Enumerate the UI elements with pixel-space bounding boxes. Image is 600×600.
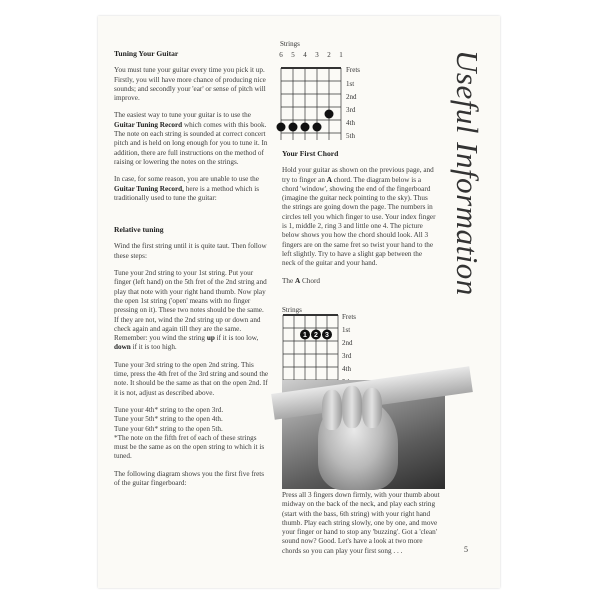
- dot-marker: [301, 123, 310, 132]
- finger-number: 3: [325, 332, 329, 339]
- string-number: 1: [339, 51, 343, 59]
- side-title: Useful Information: [450, 50, 485, 296]
- string-number: 5: [291, 51, 295, 59]
- tuning-para-3: In case, for some reason, you are unable to use the Guitar Tuning Record, here is a method which is traditionally used to tune the guitar:: [114, 175, 260, 202]
- tuning-para-1: You must tune your guitar every time you pick it up. Firstly, you will have more chance of producing nice sounds; and secondly your 'ear' or sense of pitch will improve.: [114, 66, 266, 103]
- finger-shape: [342, 386, 362, 428]
- dot-marker: [325, 110, 334, 119]
- tuning-heading: Tuning Your Guitar: [114, 49, 179, 58]
- relative-para-3: Tune your 3rd string to the open 2nd string. This time, press the 4th fret of the 3rd string and sound the note. It should be the same as that on the open 2nd. If it is not, adjust as described above.: [114, 360, 269, 397]
- strings-label: Strings: [282, 306, 302, 314]
- tuning-para-2: The easiest way to tune your guitar is to use the Guitar Tuning Record which comes with this book. The note on each string is sounded at correct concert pitch and is held on long enough for you to tune it. In addition, there are full instructions on the method of raising or lowering the notes on the strings.: [114, 111, 268, 166]
- finger-number: 2: [314, 332, 318, 339]
- string-number: 3: [315, 51, 319, 59]
- fret-label: 3rd: [346, 106, 356, 114]
- frets-label: Frets: [346, 66, 360, 74]
- tuning-record-bold: Guitar Tuning Record: [114, 120, 183, 129]
- relative-para-1: Wind the first string until it is quite taut. Then follow these steps:: [114, 242, 267, 260]
- fret-label: 4th: [346, 119, 355, 127]
- a-chord-label: The A Chord: [282, 276, 320, 285]
- dot-marker: [313, 123, 322, 132]
- tuning-record-bold-2: Guitar Tuning Record,: [114, 184, 184, 193]
- string-number: 2: [327, 51, 331, 59]
- fret-label: 4th: [342, 365, 351, 373]
- string-number: 6: [279, 51, 283, 59]
- left-column: [114, 49, 270, 496]
- fret-label: 5th: [346, 132, 355, 140]
- page-number: 5: [464, 545, 468, 554]
- step-6th-string: Tune your 6th* string to the open 5th.: [114, 424, 223, 433]
- chord-grid: [283, 315, 338, 385]
- a-chord-diagram: [282, 305, 382, 387]
- fret-label: 1st: [346, 80, 355, 88]
- step-4th-string: Tune your 4th* string to the open 3rd.: [114, 405, 224, 414]
- first-chord-para: Hold your guitar as shown on the previous page, and try to finger an A chord. The diagram below is a chord 'window', showing the end of the fingerboard (imagine the guitar neck pointing to the sky). Thus the strings are going down the page. The numbers in circles tell you which finger to use. Your index finger is 1, middle 2, ring 3 and little one 4. The picture below shows you how the chord should look. All 3 fingers are on the same fret so twist your hand to the left slightly. Try to have a slight gap between the neck of the guitar and your hand.: [282, 166, 436, 268]
- relative-para-2: Tune your 2nd string to your 1st string. Put your finger (left hand) on the 5th fret of the 2nd string and play that note with your right hand thumb. Now play the open 1st string ('open' means with no finger pressing on it). These two notes should be the same. If they are not, wind the 2nd string up or down and check again and again till they are the same. Remember: you wind the string up if it is too low, down if it is too high.: [114, 269, 267, 352]
- relative-tuning-heading: Relative tuning: [114, 225, 164, 235]
- finger-circles: [300, 330, 332, 340]
- hand-chord-photo: [282, 380, 445, 489]
- string-number: 4: [303, 51, 307, 59]
- right-column: [282, 149, 437, 286]
- fret-label: 1st: [342, 326, 351, 334]
- footnote: *The note on the fifth fret of each of these strings must be the same as on the open string to which it is tuned.: [114, 433, 265, 461]
- dot-marker: [289, 123, 298, 132]
- step-5th-string: Tune your 5th* string to the open 4th.: [114, 415, 223, 424]
- fingerboard-intro: The following diagram shows you the first five frets of the guitar fingerboard:: [114, 469, 265, 487]
- fret-label: 3rd: [342, 352, 352, 360]
- fret-label: 2nd: [346, 93, 357, 101]
- first-chord-heading: Your First Chord: [282, 149, 339, 158]
- finger-shape: [362, 388, 382, 428]
- photo-caption: [282, 491, 442, 556]
- finger-shape: [322, 390, 342, 430]
- strings-label: Strings: [280, 40, 300, 48]
- dot-marker: [277, 123, 286, 132]
- frets-label: Frets: [342, 313, 356, 321]
- book-page: [98, 16, 500, 588]
- fret-label: 2nd: [342, 339, 353, 347]
- finger-number: 1: [303, 332, 307, 339]
- fingerboard-diagram: [280, 38, 380, 148]
- caption-text: Press all 3 fingers down firmly, with your thumb about midway on the back of the neck, and play each string (start with the bass, 6th string) with your right hand thumb. Play each string slowly, one by one, and move your finger or hand to stop any 'buzzing'. Got a 'clean' sound now? Good. Let's have a look at two more chords so you can play your first song . . .: [282, 491, 440, 555]
